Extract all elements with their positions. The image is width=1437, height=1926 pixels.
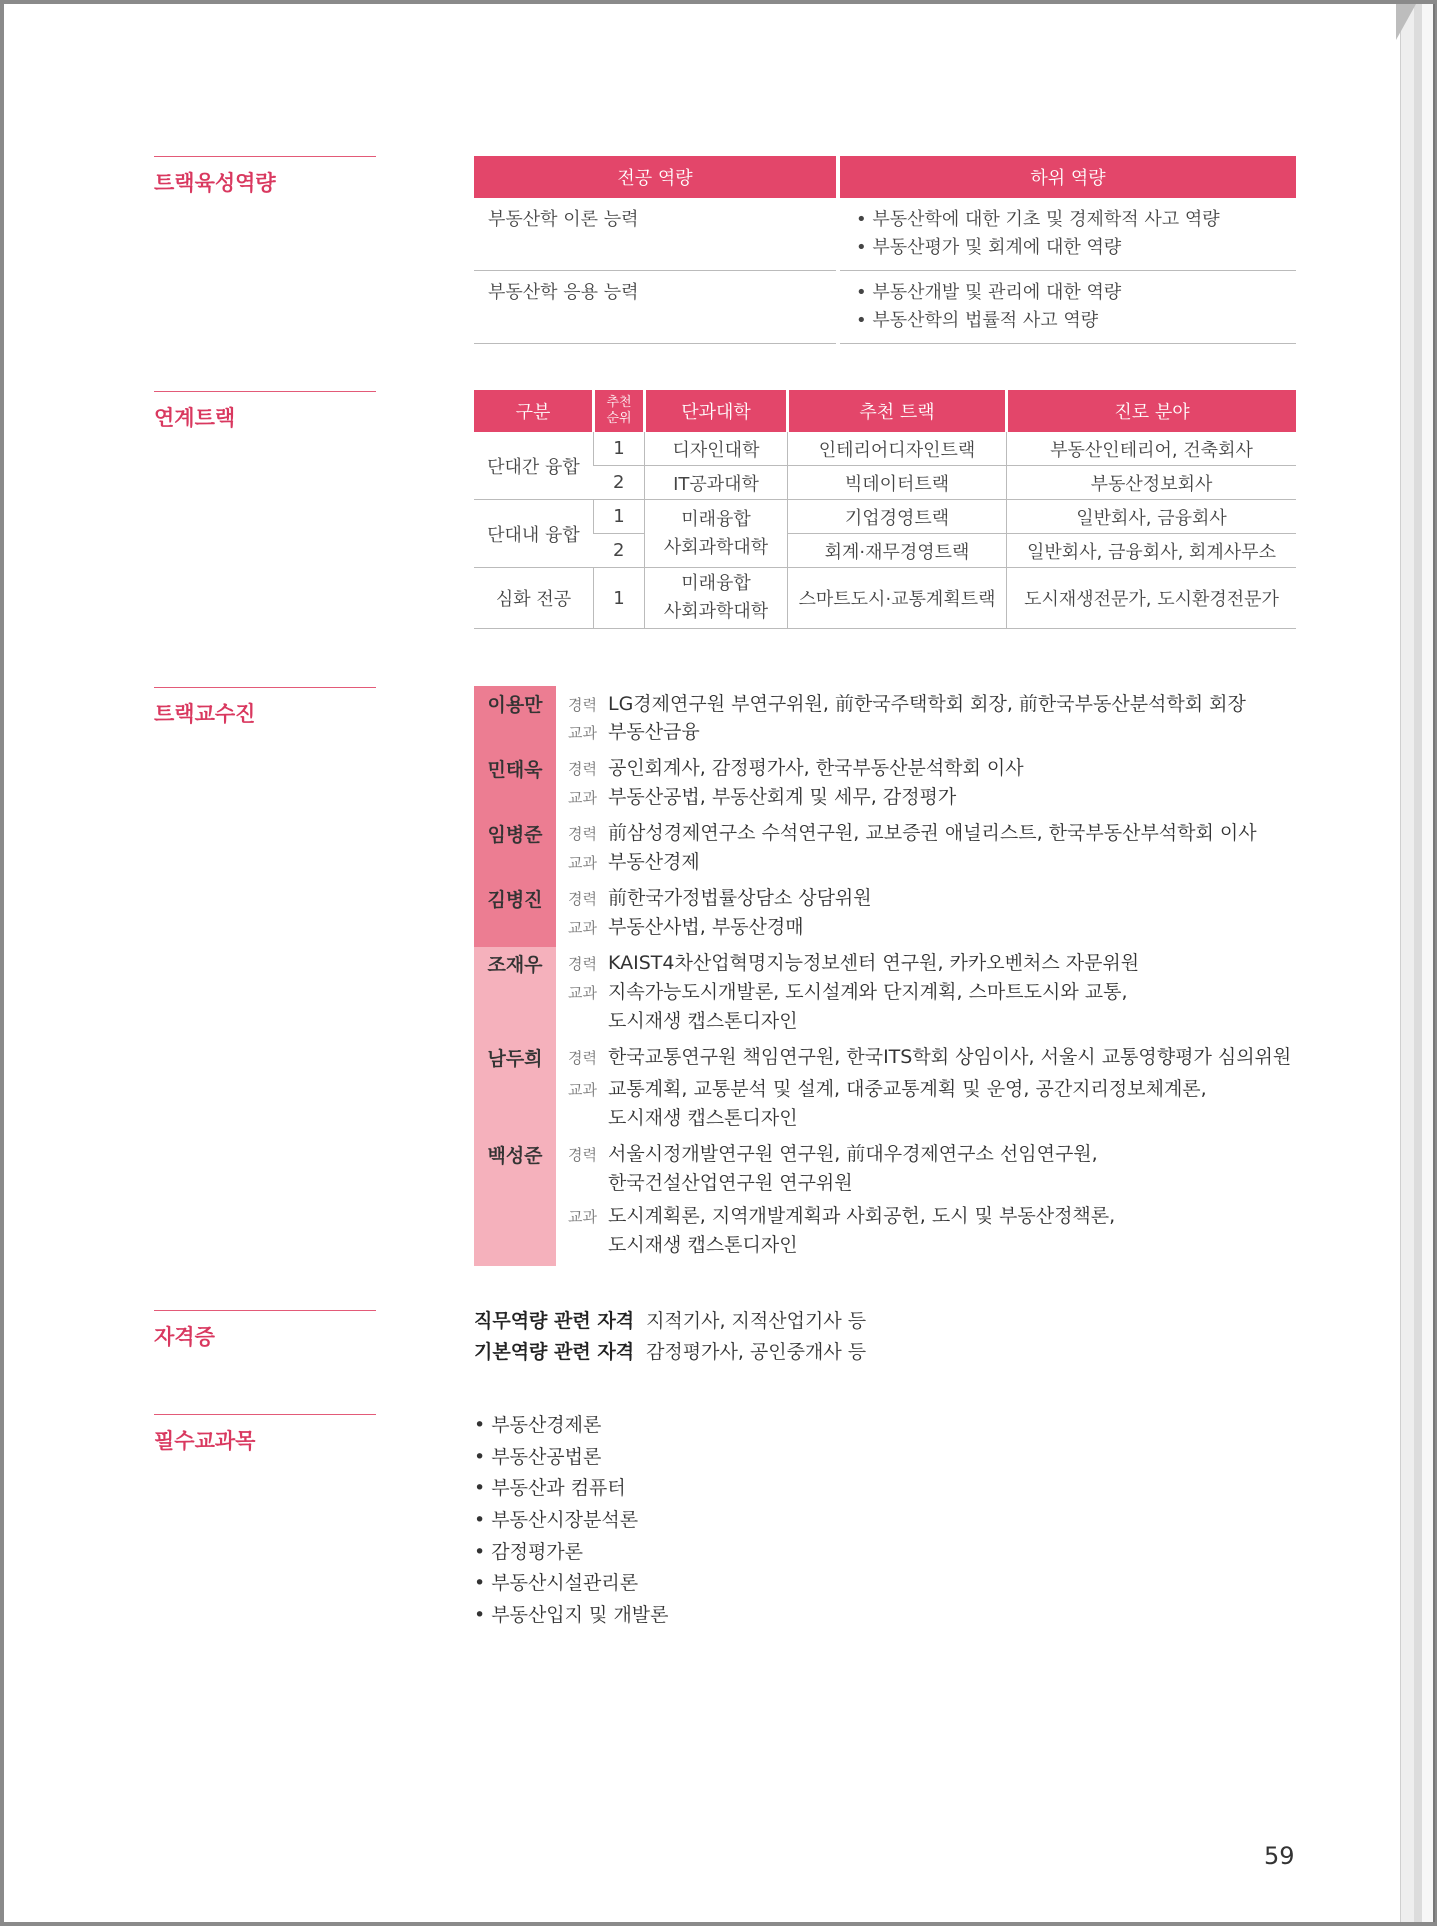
college-line: 사회과학대학 — [663, 536, 769, 558]
certificate-row — [474, 1337, 866, 1364]
career-text: 서울시정개발연구원 연구원, 前대우경제연구소 선임연구원, — [608, 1143, 1098, 1165]
career-text: LG경제연구원 부연구위원, 前한국주택학회 회장, 前한국부동산분석학회 회장 — [608, 693, 1246, 715]
required-course-item: • 부동산공법론 — [474, 1446, 602, 1468]
college-line: 사회과학대학 — [663, 601, 769, 622]
required-course-item: • 부동산경제론 — [474, 1414, 602, 1436]
course-label: 교과 — [568, 854, 597, 872]
faculty-career — [568, 1043, 1291, 1073]
course-label: 교과 — [568, 919, 597, 937]
required-course-item: • 부동산시장분석론 — [474, 1509, 639, 1531]
document-page — [4, 4, 1400, 1922]
career-cell: 부동산정보회사 — [1007, 466, 1297, 500]
certificate-label: 기본역량 관련 자격 — [474, 1341, 635, 1363]
course-text: 부동산공법, 부동산회계 및 세무, 감정평가 — [608, 786, 957, 808]
course-label: 교과 — [568, 1208, 597, 1226]
college-cell: 디자인대학 — [645, 432, 788, 466]
required-course-item: • 부동산입지 및 개발론 — [474, 1604, 669, 1626]
faculty-name: 이용만 — [487, 694, 543, 716]
college-line: 미래융합 — [681, 508, 751, 530]
table-row — [474, 568, 1296, 629]
section-label-competency: 트랙육성역량 — [154, 156, 376, 197]
track-cell: 빅데이터트랙 — [788, 466, 1007, 500]
course-text: 도시재생 캡스톤디자인 — [608, 1107, 798, 1129]
rank-cell: 2 — [594, 466, 645, 500]
faculty-course — [568, 978, 1127, 1008]
rank-cell: 1 — [594, 568, 645, 629]
group-cell: 심화 전공 — [474, 568, 594, 629]
faculty-course-cont — [568, 1231, 798, 1260]
required-course-item: • 감정평가론 — [474, 1541, 584, 1563]
table-header-row — [474, 390, 1296, 432]
career-cell: 일반회사, 금융회사, 회계사무소 — [1007, 534, 1297, 568]
faculty-career — [568, 754, 1024, 784]
table-row — [474, 271, 1296, 344]
major-competency-cell: 부동산학 이론 능력 — [474, 198, 838, 271]
career-label: 경력 — [568, 1049, 597, 1067]
linked-track-table — [474, 390, 1296, 629]
certificate-value: 지적기사, 지적산업기사 등 — [646, 1310, 867, 1332]
course-label: 교과 — [568, 789, 597, 807]
faculty-course-cont — [568, 1104, 798, 1133]
course-text: 도시재생 캡스톤디자인 — [608, 1234, 798, 1256]
header-group: 구분 — [474, 390, 594, 432]
course-label: 교과 — [568, 984, 597, 1002]
career-cell: 일반회사, 금융회사 — [1007, 500, 1297, 534]
certificate-value: 감정평가사, 공인중개사 등 — [646, 1341, 867, 1363]
faculty-course — [568, 783, 956, 813]
group-cell: 단대내 융합 — [474, 500, 594, 568]
certificate-row — [474, 1306, 866, 1333]
course-text: 교통계획, 교통분석 및 설계, 대중교통계획 및 운영, 공간지리정보체계론, — [608, 1078, 1207, 1100]
page-edge — [1414, 4, 1422, 1922]
section-label-required-courses: 필수교과목 — [154, 1414, 376, 1455]
faculty-course — [568, 913, 804, 943]
header-rank — [594, 390, 645, 432]
career-text: 한국건설산업연구원 연구위원 — [608, 1172, 853, 1194]
section-label-certificate: 자격증 — [154, 1310, 376, 1351]
sub-competency-item: • 부동산개발 및 관리에 대한 역량 — [856, 282, 1122, 303]
faculty-course — [568, 718, 700, 748]
college-cell: IT공과대학 — [645, 466, 788, 500]
course-text: 도시재생 캡스톤디자인 — [608, 1010, 798, 1032]
track-cell: 인테리어디자인트랙 — [788, 432, 1007, 466]
rank-cell: 2 — [594, 534, 645, 568]
required-course-item: • 부동산과 컴퓨터 — [474, 1477, 626, 1499]
course-text: 부동산경제 — [608, 851, 700, 873]
section-label-faculty: 트랙교수진 — [154, 687, 376, 728]
faculty-bar-light — [474, 947, 556, 1266]
rank-cell: 1 — [594, 432, 645, 466]
track-cell: 스마트도시·교통계획트랙 — [788, 568, 1007, 629]
required-course-item: • 부동산시설관리론 — [474, 1572, 639, 1594]
header-college: 단과대학 — [645, 390, 788, 432]
faculty-course — [568, 1202, 1115, 1232]
career-text: 前삼성경제연구소 수석연구원, 교보증권 애널리스트, 한국부동산부석학회 이사 — [608, 822, 1257, 844]
faculty-name: 민태욱 — [487, 759, 543, 781]
faculty-name: 남두희 — [487, 1048, 543, 1070]
course-label: 교과 — [568, 1081, 597, 1099]
header-rank-line: 순위 — [606, 411, 632, 426]
faculty-name: 김병진 — [487, 889, 543, 911]
sub-competency-cell — [838, 271, 1296, 344]
sub-competency-cell — [838, 198, 1296, 271]
page-edge — [1400, 4, 1415, 1922]
faculty-career — [568, 690, 1246, 720]
track-cell: 회계·재무경영트랙 — [788, 534, 1007, 568]
track-cell: 기업경영트랙 — [788, 500, 1007, 534]
career-cell: 부동산인테리어, 건축회사 — [1007, 432, 1297, 466]
faculty-course-cont — [568, 1007, 798, 1036]
college-cell — [645, 568, 788, 629]
college-cell — [645, 500, 788, 568]
header-track: 추천 트랙 — [788, 390, 1007, 432]
page-fold — [1396, 4, 1416, 40]
career-label: 경력 — [568, 696, 597, 714]
career-label: 경력 — [568, 825, 597, 843]
course-text: 도시계획론, 지역개발계획과 사회공헌, 도시 및 부동산정책론, — [608, 1205, 1116, 1227]
course-text: 지속가능도시개발론, 도시설계와 단지계획, 스마트도시와 교통, — [608, 981, 1128, 1003]
college-line: 미래융합 — [681, 573, 751, 594]
faculty-name: 백성준 — [487, 1145, 543, 1167]
faculty-course — [568, 848, 700, 878]
faculty-name: 임병준 — [487, 824, 543, 846]
sub-competency-item: • 부동산학에 대한 기초 및 경제학적 사고 역량 — [856, 209, 1220, 230]
major-competency-cell: 부동산학 응용 능력 — [474, 271, 838, 344]
section-label-linked-track: 연계트랙 — [154, 391, 376, 432]
certificate-label: 직무역량 관련 자격 — [474, 1310, 635, 1332]
table-header-row — [474, 156, 1296, 198]
career-label: 경력 — [568, 955, 597, 973]
career-text: 前한국가정법률상담소 상담위원 — [608, 887, 872, 909]
page-edge — [1422, 4, 1435, 1922]
group-cell: 단대간 융합 — [474, 432, 594, 500]
faculty-career — [568, 1140, 1098, 1170]
header-sub-competency: 하위 역량 — [838, 156, 1296, 198]
header-major-competency: 전공 역량 — [474, 156, 838, 198]
faculty-career — [568, 884, 872, 914]
header-career: 진로 분야 — [1007, 390, 1297, 432]
page-number: 59 — [1264, 1842, 1295, 1870]
course-label: 교과 — [568, 724, 597, 742]
career-text: 한국교통연구원 책임연구원, 한국ITS학회 상임이사, 서울시 교통영향평가 심의위원 — [608, 1046, 1292, 1068]
career-cell: 도시재생전문가, 도시환경전문가 — [1007, 568, 1297, 629]
career-label: 경력 — [568, 890, 597, 908]
faculty-name: 조재우 — [487, 954, 543, 976]
career-label: 경력 — [568, 760, 597, 778]
career-text: 공인회계사, 감정평가사, 한국부동산분석학회 이사 — [608, 757, 1024, 779]
header-rank-line: 추천 — [606, 395, 632, 410]
career-label: 경력 — [568, 1146, 597, 1164]
table-row — [474, 466, 1296, 500]
table-row — [474, 534, 1296, 568]
sub-competency-item: • 부동산평가 및 회계에 대한 역량 — [856, 237, 1122, 258]
sub-competency-item: • 부동산학의 법률적 사고 역량 — [856, 310, 1099, 331]
course-text: 부동산금융 — [608, 721, 700, 743]
course-text: 부동산사법, 부동산경매 — [608, 916, 804, 938]
table-row — [474, 500, 1296, 534]
faculty-course — [568, 1075, 1207, 1105]
table-row — [474, 432, 1296, 466]
faculty-career-cont — [568, 1169, 853, 1198]
faculty-career — [568, 819, 1257, 849]
faculty-career — [568, 949, 1139, 979]
career-text: KAIST4차산업혁명지능정보센터 연구원, 카카오벤처스 자문위원 — [608, 952, 1140, 974]
table-row — [474, 198, 1296, 271]
rank-cell: 1 — [594, 500, 645, 534]
competency-table — [474, 156, 1296, 344]
